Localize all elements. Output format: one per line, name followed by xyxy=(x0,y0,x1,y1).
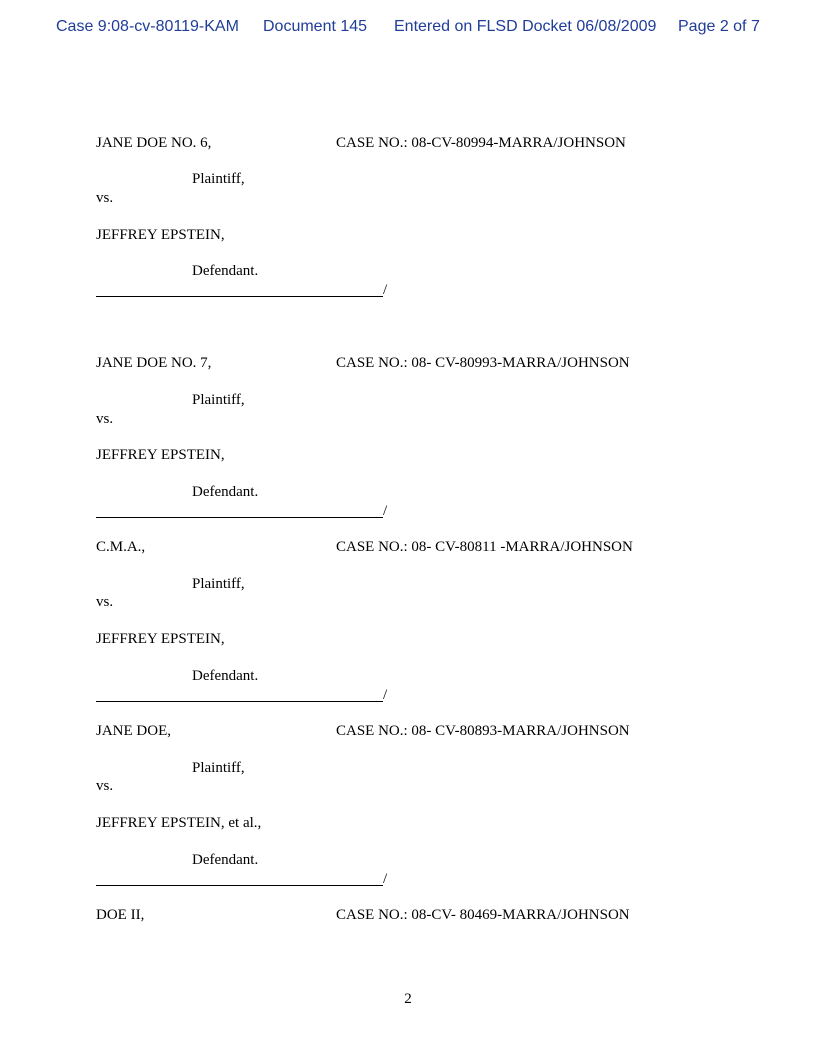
caption-rule xyxy=(96,517,383,518)
versus-label: vs. xyxy=(96,778,114,794)
caption-slash: / xyxy=(383,687,388,703)
case-number: CASE NO.: 08- CV-80993-MARRA/JOHNSON xyxy=(336,355,630,371)
plaintiff-name: C.M.A., xyxy=(96,539,146,555)
defendant-name: JEFFREY EPSTEIN, xyxy=(96,447,225,463)
plaintiff-role: Plaintiff, xyxy=(192,576,245,592)
plaintiff-role: Plaintiff, xyxy=(192,171,245,187)
case-number: CASE NO.: 08-CV-80994-MARRA/JOHNSON xyxy=(336,135,626,151)
header-document-number: Document 145 xyxy=(263,18,368,35)
caption-slash: / xyxy=(383,503,388,519)
header-page-count: Page 2 of 7 xyxy=(678,18,760,35)
page-number: 2 xyxy=(404,991,412,1007)
case-number: CASE NO.: 08- CV-80811 -MARRA/JOHNSON xyxy=(336,539,633,555)
defendant-name: JEFFREY EPSTEIN, et al., xyxy=(96,815,262,831)
plaintiff-name: JANE DOE NO. 6, xyxy=(96,135,212,151)
defendant-role: Defendant. xyxy=(192,668,259,684)
caption-rule xyxy=(96,885,383,886)
caption-rule xyxy=(96,296,383,297)
versus-label: vs. xyxy=(96,594,114,610)
defendant-name: JEFFREY EPSTEIN, xyxy=(96,631,225,647)
plaintiff-role: Plaintiff, xyxy=(192,392,245,408)
versus-label: vs. xyxy=(96,411,114,427)
plaintiff-role: Plaintiff, xyxy=(192,760,245,776)
caption-slash: / xyxy=(383,282,388,298)
plaintiff-name: JANE DOE NO. 7, xyxy=(96,355,212,371)
caption-rule xyxy=(96,701,383,702)
case-number: CASE NO.: 08- CV-80893-MARRA/JOHNSON xyxy=(336,723,630,739)
plaintiff-name: JANE DOE, xyxy=(96,723,171,739)
defendant-name: JEFFREY EPSTEIN, xyxy=(96,227,225,243)
versus-label: vs. xyxy=(96,190,114,206)
plaintiff-name: DOE II, xyxy=(96,907,145,923)
case-number: CASE NO.: 08-CV- 80469-MARRA/JOHNSON xyxy=(336,907,630,923)
defendant-role: Defendant. xyxy=(192,484,259,500)
defendant-role: Defendant. xyxy=(192,852,259,868)
caption-slash: / xyxy=(383,871,388,887)
header-case-number: Case 9:08-cv-80119-KAM xyxy=(56,18,239,35)
defendant-role: Defendant. xyxy=(192,263,259,279)
header-docket-entry: Entered on FLSD Docket 06/08/2009 xyxy=(394,18,657,35)
